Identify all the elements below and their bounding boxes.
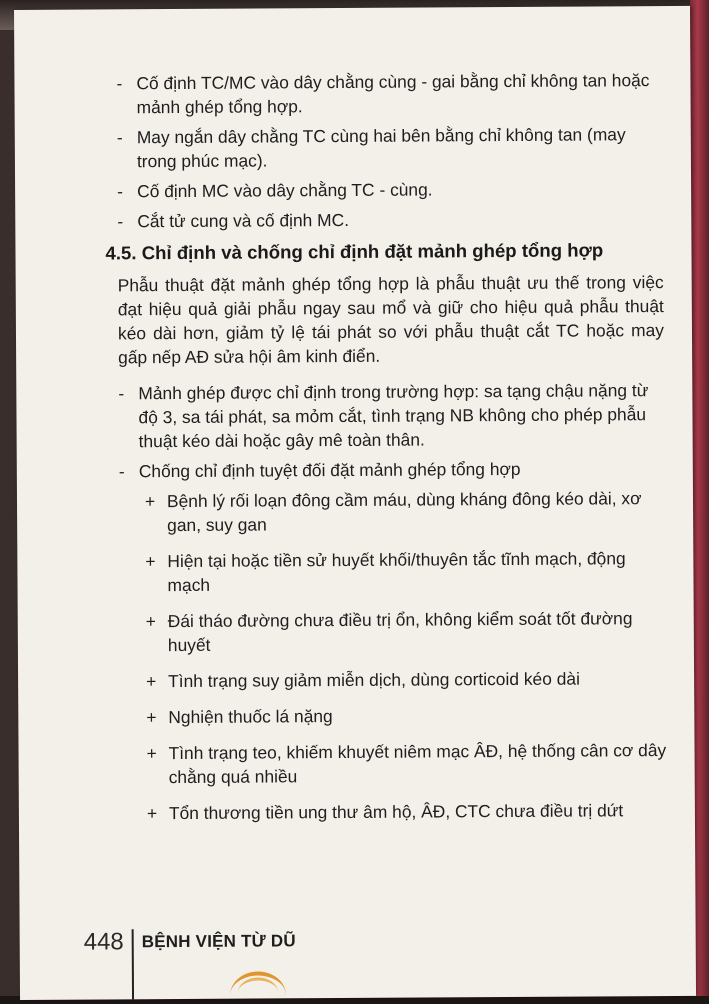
list-item-text: Cắt tử cung và cố định MC. bbox=[137, 209, 350, 232]
plus-bullet: + bbox=[145, 551, 156, 572]
contraindication-text: Nghiện thuốc lá nặng bbox=[168, 706, 333, 728]
dash-bullet: - bbox=[116, 73, 123, 94]
contraindication-label: Chống chỉ định tuyệt đối đặt mảnh ghép tổng hợp bbox=[138, 458, 521, 482]
contraindication-text: Tổn thương tiền ung thư âm hộ, ÂĐ, CTC chưa điều trị dứt bbox=[168, 800, 624, 824]
contraindication-item bbox=[147, 798, 667, 825]
contraindication-item bbox=[146, 702, 666, 729]
contraindication-item bbox=[146, 606, 666, 657]
contraindication-heading-item bbox=[119, 456, 665, 483]
list-item bbox=[117, 206, 663, 233]
list-item bbox=[117, 176, 663, 203]
plus-bullet: + bbox=[146, 707, 157, 728]
page-content bbox=[106, 68, 667, 837]
section-heading: 4.5. Chỉ định và chống chỉ định đặt mảnh ghép tổng hợp bbox=[105, 239, 604, 264]
contraindication-text: Hiện tại hoặc tiền sử huyết khối/thuyên tắc tĩnh mạch, động mạch bbox=[167, 548, 626, 596]
page-number: 448 bbox=[83, 928, 124, 956]
list-item bbox=[117, 122, 663, 173]
dash-bullet: - bbox=[117, 211, 124, 232]
book-page bbox=[14, 6, 696, 1000]
plus-bullet: + bbox=[146, 803, 158, 824]
dash-bullet: - bbox=[116, 127, 123, 148]
contraindication-text: Tình trạng teo, khiếm khuyết niêm mạc ÂĐ, hệ thống cân cơ dây chằng quá nhiều bbox=[168, 740, 667, 788]
dash-bullet: - bbox=[117, 181, 123, 202]
plus-bullet: + bbox=[144, 491, 156, 512]
plus-bullet: + bbox=[145, 611, 156, 632]
list-item-text: Cố định TC/MC vào dây chằng cùng - gai bằng chỉ không tan hoặc mảnh ghép tổng hợp. bbox=[136, 70, 650, 118]
list-item bbox=[116, 68, 662, 119]
page-footer bbox=[84, 926, 296, 967]
intro-paragraph: Phẫu thuật đặt mảnh ghép tổng hợp là phẫu thuật ưu thế trong việc đạt hiệu quả giải phẫu ngay sau mổ và giữ cho hiệu quả phẫu thuật kéo dài hơn, giảm tỷ lệ tái phát so với phẫu thuật cắt TC hoặc may gấp nếp AĐ sửa hội âm kinh điển. bbox=[117, 272, 665, 368]
contraindication-text: Đái tháo đường chưa điều trị ổn, không kiểm soát tốt đường huyết bbox=[167, 608, 633, 656]
list-item-text: May ngắn dây chằng TC cùng hai bên bằng chỉ không tan (may trong phúc mạc). bbox=[136, 124, 626, 172]
dash-bullet: - bbox=[118, 383, 125, 404]
contraindication-text: Bệnh lý rối loạn đông cầm máu, dùng kháng đông kéo dài, xơ gan, suy gan bbox=[166, 488, 642, 536]
hospital-name: BỆNH VIỆN TỪ DŨ bbox=[141, 931, 296, 952]
contraindication-item bbox=[145, 546, 665, 597]
plus-bullet: + bbox=[146, 743, 157, 764]
contraindication-item bbox=[146, 666, 666, 693]
indication-text: Mảnh ghép được chỉ định trong trường hợp: sa tạng chậu nặng từ độ 3, sa tái phát, sa mỏm cắt, tình trạng NB không cho phép phẫu thuật kéo dài hoặc gây mê toàn thân. bbox=[138, 380, 649, 452]
plus-bullet: + bbox=[146, 671, 157, 692]
contraindication-text: Tình trạng suy giảm miễn dịch, dùng corticoid kéo dài bbox=[168, 668, 580, 692]
footer-divider bbox=[132, 929, 135, 1000]
contraindication-item bbox=[146, 738, 666, 789]
list-item-text: Cố định MC vào dây chằng TC - cùng. bbox=[137, 179, 433, 202]
indication-item bbox=[118, 378, 664, 453]
contraindication-item bbox=[145, 486, 665, 537]
dash-bullet: - bbox=[118, 461, 125, 482]
